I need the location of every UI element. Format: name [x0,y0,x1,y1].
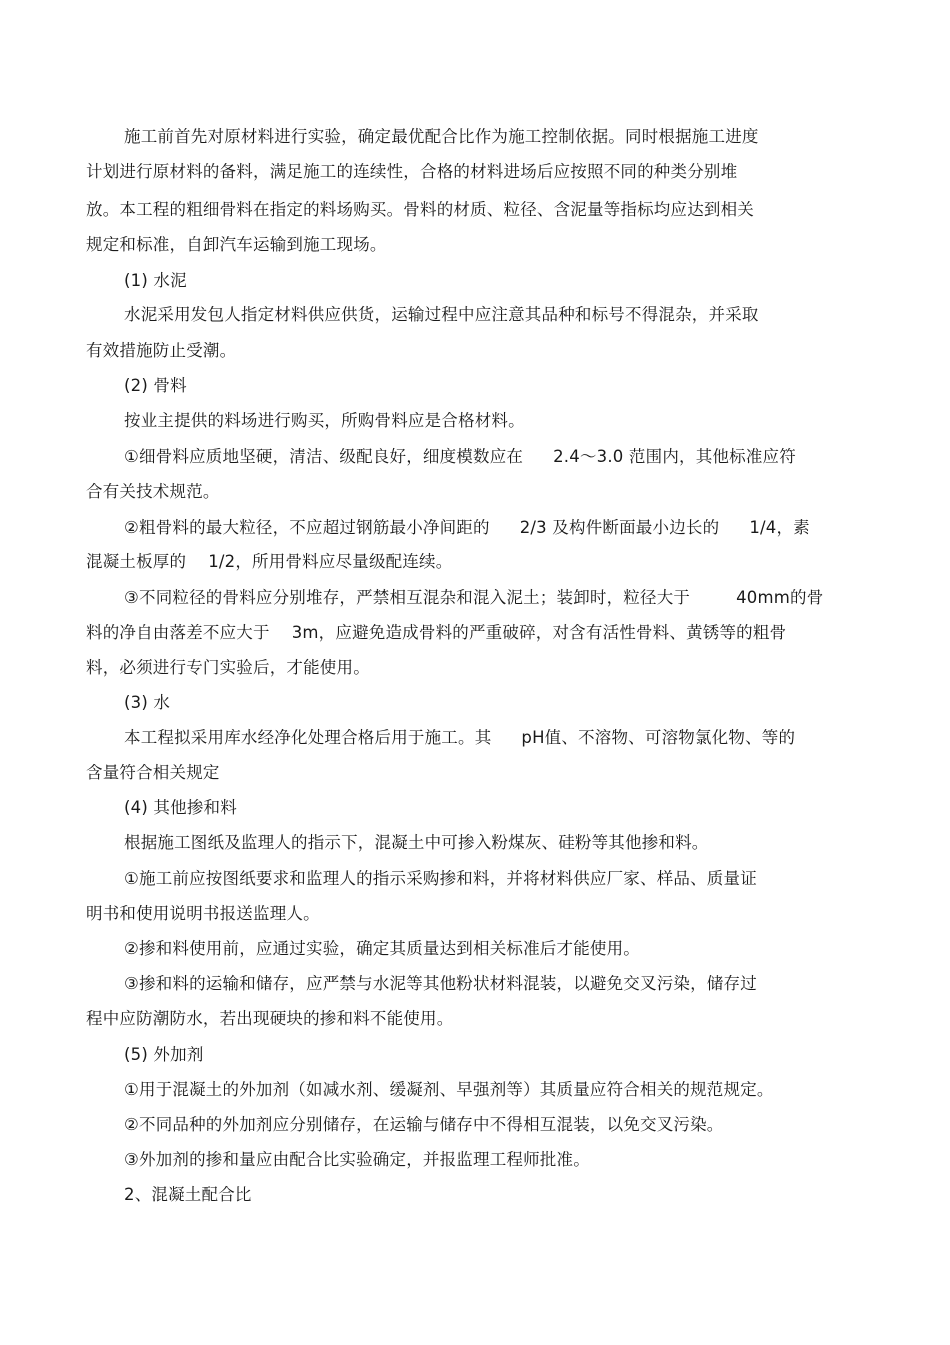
text-span: 3m，应避免造成骨料的严重破碎，对含有活性骨料、黄锈等的粗骨 [291,623,787,642]
paragraph-line: 根据施工图纸及监理人的指示下，混凝土中可掺入粉煤灰、硅粉等其他掺和料。 [124,833,709,852]
text-span: 1/4，素 [749,518,810,537]
text-span: 混凝土板厚的 [86,552,187,571]
paragraph-line: 按业主提供的料场进行购买，所购骨料应是合格材料。 [124,411,525,430]
paragraph-line: 放。本工程的粗细骨料在指定的料场购买。骨料的材质、粒径、含泥量等指标均应达到相关 [86,200,754,219]
text-span: ②粗骨料的最大粒径，不应超过钢筋最小净间距的 [124,518,490,537]
text-span: pH值、不溶物、可溶物氯化物、等的 [521,728,796,747]
paragraph-line [124,446,796,468]
paragraph-line [124,517,810,539]
paragraph-line: 有效措施防止受潮。 [86,341,237,360]
paragraph-line [86,551,452,573]
paragraph-line [86,622,786,644]
paragraph-line: ①施工前应按图纸要求和监理人的指示采购掺和料，并将材料供应厂家、样品、质量证 [124,869,757,888]
paragraph-line: 合有关技术规范。 [86,482,220,501]
paragraph-line: 含量符合相关规定 [86,763,220,782]
section-heading: (4) 其他掺和料 [124,798,237,817]
paragraph-line: ②掺和料使用前，应通过实验，确定其质量达到相关标准后才能使用。 [124,939,640,958]
text-span: 1/2，所用骨料应尽量级配连续。 [208,552,453,571]
paragraph-line: 水泥采用发包人指定材料供应供货，运输过程中应注意其品种和标号不得混杂，并采取 [124,305,759,324]
text-span: ③不同粒径的骨料应分别堆存，严禁相互混杂和混入泥土；装卸时，粒径大于 [124,588,691,607]
paragraph-line: 料，必须进行专门实验后，才能使用。 [86,658,370,677]
paragraph-line: ①用于混凝土的外加剂（如减水剂、缓凝剂、早强剂等）其质量应符合相关的规范规定。 [124,1080,774,1099]
paragraph-line [124,727,795,749]
paragraph-line: 程中应防潮防水，若出现硬块的掺和料不能使用。 [86,1009,454,1028]
text-span: 本工程拟采用库水经净化处理合格后用于施工。其 [124,728,492,747]
paragraph-line: 规定和标准，自卸汽车运输到施工现场。 [86,235,387,254]
section-heading: 2、混凝土配合比 [124,1185,252,1204]
paragraph-line: 明书和使用说明书报送监理人。 [86,904,320,923]
paragraph-line [124,587,823,609]
text-span: 2/3 及构件断面最小边长的 [519,518,720,537]
text-span: 2.4～3.0 范围内，其他标准应符 [553,447,796,466]
paragraph-line: ③外加剂的掺和量应由配合比实验确定，并报监理工程师批准。 [124,1150,590,1169]
text-span: ①细骨料应质地坚硬，清洁、级配良好，细度模数应在 [124,447,524,466]
paragraph-line: ②不同品种的外加剂应分别储存，在运输与储存中不得相互混装，以免交叉污染。 [124,1115,724,1134]
section-heading: (3) 水 [124,693,171,712]
paragraph-line: 计划进行原材料的备料，满足施工的连续性，合格的材料进场后应按照不同的种类分别堆 [86,162,738,181]
section-heading: (1) 水泥 [124,271,187,290]
section-heading: (2) 骨料 [124,376,187,395]
text-span: 料的净自由落差不应大于 [86,623,270,642]
text-span: 40mm的骨 [736,588,824,607]
paragraph-line: 施工前首先对原材料进行实验，确定最优配合比作为施工控制依据。同时根据施工进度 [124,127,759,146]
section-heading: (5) 外加剂 [124,1045,204,1064]
paragraph-line: ③掺和料的运输和储存，应严禁与水泥等其他粉状材料混装，以避免交叉污染，储存过 [124,974,757,993]
